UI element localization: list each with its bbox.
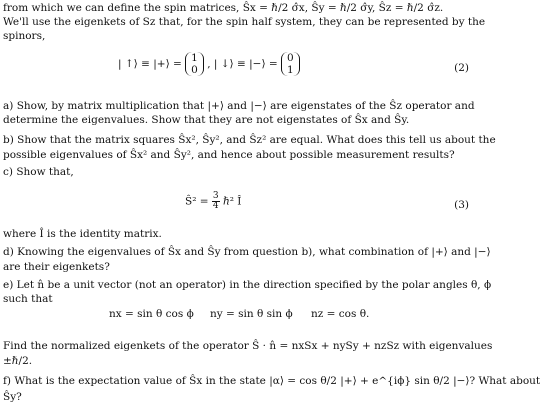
text-line: where Î is the identity matrix. xyxy=(3,228,162,240)
equation-text: , | ↓⟩ ≡ |−⟩ = xyxy=(207,58,278,70)
text-line: possible eigenvalues of Ŝx² and Ŝy², and hence about possible measurement results? xyxy=(3,149,455,161)
spinor-down-vector xyxy=(281,52,300,76)
text-line: such that xyxy=(3,293,53,305)
text-line: spinors, xyxy=(3,30,46,42)
spinor-up-vector xyxy=(185,52,204,76)
text-line: f) What is the expectation value of Ŝx in the state |α⟩ = cos θ/2 |+⟩ + e^{iϕ} sin θ/2 |−⟩? What about xyxy=(3,375,540,387)
equation-number: (3) xyxy=(454,199,469,211)
equation-2 xyxy=(118,52,300,76)
text-line: from which we can define the spin matrices, Ŝx = ℏ/2 σ̂x, Ŝy = ℏ/2 σ̂y, Ŝz = ℏ/2 σ̂z. xyxy=(3,2,444,14)
text-line: e) Let n̂ be a unit vector (not an operator) in the direction specified by the polar angles θ, ϕ xyxy=(3,279,492,291)
fraction xyxy=(212,192,220,211)
vector-entry: 1 xyxy=(191,52,198,64)
text-line: We'll use the eigenkets of Sz that, for the spin half system, they can be represented by the xyxy=(3,16,486,28)
text-line: are their eigenkets? xyxy=(3,261,110,273)
vector-entry: 0 xyxy=(191,64,198,76)
fraction-denominator: 4 xyxy=(212,201,219,211)
equation-3 xyxy=(185,192,241,211)
text-line: Ŝy? xyxy=(3,391,22,403)
equation-text: ℏ² Î xyxy=(222,195,242,208)
text-line: c) Show that, xyxy=(3,166,74,178)
text-line: Find the normalized eigenkets of the operator Ŝ · n̂ = nxSx + nySy + nzSz with eigenvalues xyxy=(3,340,493,352)
text-line: ±ℏ/2. xyxy=(3,355,33,367)
text-line: determine the eigenvalues. Show that they are not eigenstates of Ŝx and Ŝy. xyxy=(3,114,410,126)
equation-nx: nx = sin θ cos ϕ xyxy=(109,308,194,320)
equation-ny: ny = sin θ sin ϕ xyxy=(210,308,293,320)
vector-entry: 0 xyxy=(287,52,294,64)
text-line: b) Show that the matrix squares Ŝx², Ŝy², and Ŝz² are equal. What does this tell us about the xyxy=(3,134,496,146)
equation-nz: nz = cos θ. xyxy=(311,308,370,320)
fraction-numerator: 3 xyxy=(212,191,219,201)
text-line: a) Show, by matrix multiplication that |+⟩ and |−⟩ are eigenstates of the Ŝz operator and xyxy=(3,100,475,112)
equation-text: Ŝ² = xyxy=(185,195,212,208)
vector-entry: 1 xyxy=(287,64,294,76)
equation-number: (2) xyxy=(454,62,469,74)
text-line: d) Knowing the eigenvalues of Ŝx and Ŝy from question b), what combination of |+⟩ and |−⟩ xyxy=(3,246,491,258)
equation-text: | ↑⟩ ≡ |+⟩ = xyxy=(118,58,182,70)
